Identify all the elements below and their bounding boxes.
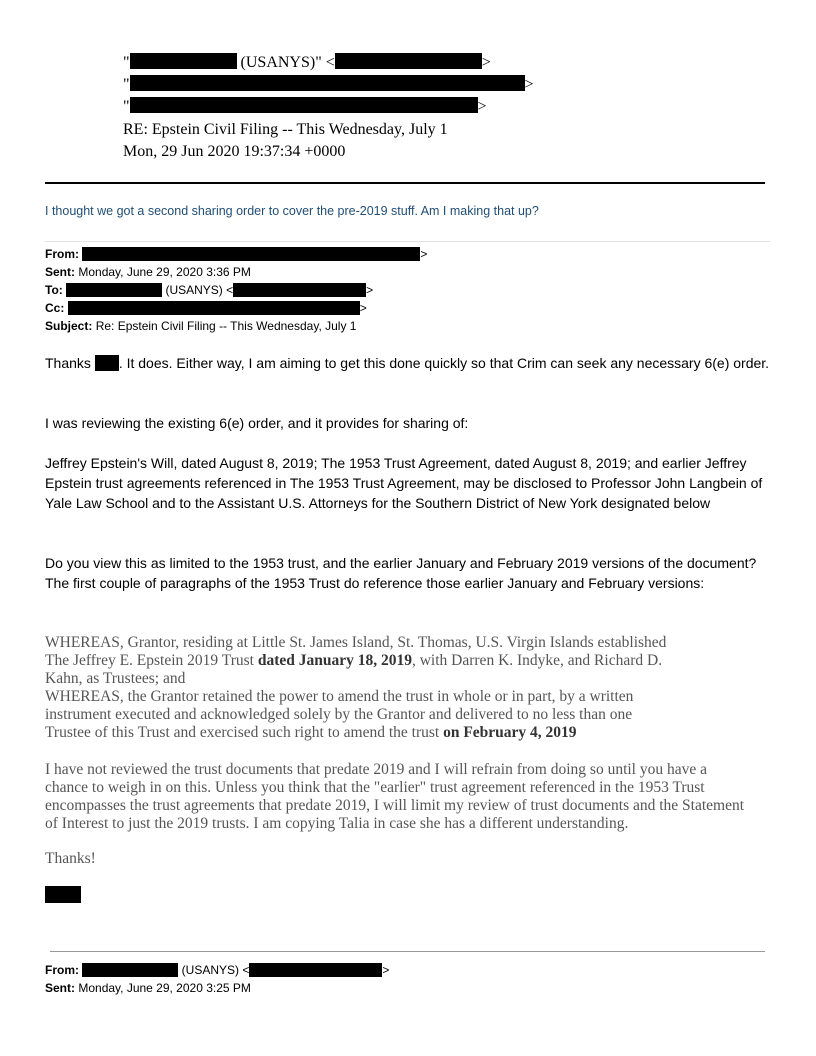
redaction (233, 283, 366, 297)
subject-value: RE: Epstein Civil Filing -- This Wednesday, July 1 (123, 121, 448, 138)
earlier-sent-label: Sent: (45, 981, 75, 995)
redaction (95, 355, 119, 371)
cc-value: " > (123, 98, 487, 115)
quoted-cc-row: Cc: > (45, 301, 367, 315)
trust-quote-line: WHEREAS, Grantor, residing at Little St. James Island, St. Thomas, U.S. Virgin Islands established (45, 634, 667, 651)
redaction (130, 97, 478, 113)
earlier-sent-value: Monday, June 29, 2020 3:25 PM (78, 981, 251, 995)
trust-quote (45, 634, 666, 742)
trust-quote-line: Trustee of this Trust and exercised such right to amend the trust on February 4, 2019 (45, 724, 577, 741)
closing-paragraph (45, 761, 744, 833)
earlier-sent-row (45, 979, 251, 997)
date-value: Mon, 29 Jun 2020 19:37:34 +0000 (123, 143, 346, 160)
from-value: " (USANYS)" < > (123, 54, 491, 71)
earlier-from-row: From: (USANYS) < > (45, 963, 390, 977)
header-divider (45, 182, 765, 184)
redaction (66, 283, 162, 297)
redaction (335, 53, 482, 69)
quoted-from-label: From: (45, 247, 79, 261)
to-value: " > (123, 76, 534, 93)
quoted-cc-label: Cc: (45, 301, 65, 315)
closing-line: encompasses the trust agreements that predate 2019, I will limit my review of trust documents and the Statement (45, 797, 745, 814)
quoted-subject-row (45, 317, 356, 335)
quoted-subject-value: Re: Epstein Civil Filing -- This Wednesday, July 1 (95, 319, 357, 333)
earlier-message-divider (50, 951, 765, 952)
body-paragraph-2: I was reviewing the existing 6(e) order, and it provides for sharing of: (45, 415, 469, 431)
quoted-from-row: From: > (45, 247, 428, 261)
earlier-from-label: From: (45, 963, 79, 977)
body-paragraph-3: Jeffrey Epstein's Will, dated August 8, 2019; The 1953 Trust Agreement, dated August 8, 2019; and earlier Jeffrey Epstein trust agreements referenced in The 1953 Trust Agreement, may be disclosed to Professor John Langbein of Yale Law School and to the Assistant U.S. Attorneys for the Southern District of New York designated below (45, 455, 763, 511)
signature-redaction (45, 886, 81, 903)
redaction (249, 963, 382, 977)
redaction (130, 53, 237, 69)
quote-divider (45, 241, 770, 242)
trust-quote-line: Kahn, as Trustees; and (45, 670, 186, 687)
quoted-to-row: To: (USANYS) < > (45, 283, 374, 297)
quoted-to-label: To: (45, 283, 63, 297)
redaction (82, 247, 420, 261)
body-paragraph-1: Thanks . It does. Either way, I am aiming to get this done quickly so that Crim can seek any necessary 6(e) order. (45, 355, 770, 371)
closing-line: I have not reviewed the trust documents that predate 2019 and I will refrain from doing so until you have a (45, 761, 708, 778)
closing-line: of Interest to just the 2019 trusts. I am copying Talia in case she has a different understanding. (45, 815, 629, 832)
quoted-subject-label: Subject: (45, 319, 93, 333)
quoted-sent-label: Sent: (45, 265, 75, 279)
closing-line: chance to weigh in on this. Unless you think that the "earlier" trust agreement referenced in the 1953 Trust (45, 779, 705, 796)
redaction (130, 75, 525, 91)
body-paragraph-4: Do you view this as limited to the 1953 trust, and the earlier January and February 2019 versions of the document? The first couple of paragraphs of the 1953 Trust do reference those earlier January and February versions: (45, 555, 757, 591)
trust-quote-line: The Jeffrey E. Epstein 2019 Trust dated January 18, 2019, with Darren K. Indyke, and Richard D. (45, 652, 663, 669)
thanks-text: Thanks! (45, 850, 96, 867)
reply-text: I thought we got a second sharing order to cover the pre-2019 stuff. Am I making that up? (45, 204, 539, 218)
trust-quote-line: WHEREAS, the Grantor retained the power to amend the trust in whole or in part, by a written (45, 688, 634, 705)
quoted-sent-row (45, 263, 251, 281)
redaction (68, 301, 360, 315)
trust-quote-line: instrument executed and acknowledged solely by the Grantor and delivered to no less than one (45, 706, 633, 723)
quoted-sent-value: Monday, June 29, 2020 3:36 PM (78, 265, 251, 279)
redaction (82, 963, 178, 977)
